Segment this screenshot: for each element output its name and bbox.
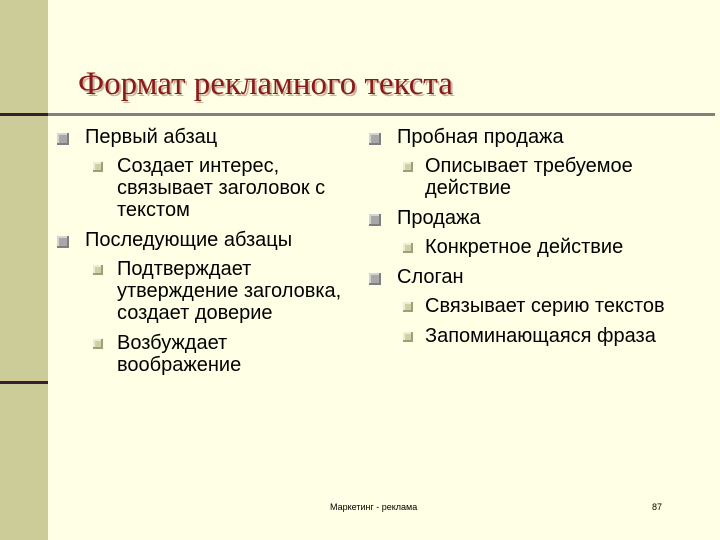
bullet-label: Продажа bbox=[397, 207, 481, 229]
left-accent-band bbox=[0, 0, 48, 540]
sub-bullet-label: Подтверждает утверждение заголовка, создает доверие bbox=[117, 258, 342, 324]
bullet-trial-sale bbox=[367, 126, 717, 149]
bullet-first-paragraph bbox=[55, 126, 355, 149]
bullet-label: Первый абзац bbox=[85, 126, 218, 148]
bullet-sale bbox=[367, 207, 717, 230]
footer-text: Маркетинг - реклама bbox=[330, 502, 418, 512]
sub-bullet bbox=[367, 295, 717, 317]
sub-bullet-label: Конкретное действие bbox=[425, 236, 624, 258]
slide-title: Формат рекламного текста bbox=[78, 66, 453, 102]
bullet-label: Пробная продажа bbox=[397, 126, 564, 148]
title-rule bbox=[48, 113, 715, 116]
sub-bullet-label: Связывает серию текстов bbox=[425, 295, 665, 317]
right-column bbox=[367, 126, 717, 355]
sub-bullet-label: Возбуждает воображение bbox=[117, 332, 242, 376]
small-square-bullet-icon bbox=[403, 162, 413, 172]
sub-bullet bbox=[55, 258, 355, 324]
sub-bullet bbox=[367, 155, 717, 199]
left-column bbox=[55, 126, 355, 384]
bullet-label: Слоган bbox=[397, 266, 464, 288]
band-divider-top bbox=[0, 113, 48, 116]
small-square-bullet-icon bbox=[403, 332, 413, 342]
sub-bullet bbox=[55, 155, 355, 221]
square-bullet-icon bbox=[57, 236, 69, 248]
small-square-bullet-icon bbox=[403, 243, 413, 253]
square-bullet-icon bbox=[369, 273, 381, 285]
sub-bullet bbox=[55, 332, 355, 376]
small-square-bullet-icon bbox=[403, 302, 413, 312]
sub-bullet-label: Запоминающаяся фраза bbox=[425, 325, 656, 347]
small-square-bullet-icon bbox=[93, 265, 103, 275]
bullet-following-paragraphs bbox=[55, 229, 355, 252]
sub-bullet-label: Создает интерес, связывает заголовок с текстом bbox=[117, 155, 326, 221]
small-square-bullet-icon bbox=[93, 339, 103, 349]
square-bullet-icon bbox=[57, 133, 69, 145]
band-divider-bottom bbox=[0, 381, 48, 384]
square-bullet-icon bbox=[369, 214, 381, 226]
sub-bullet bbox=[367, 236, 717, 258]
small-square-bullet-icon bbox=[93, 162, 103, 172]
bullet-slogan bbox=[367, 266, 717, 289]
sub-bullet-label: Описывает требуемое действие bbox=[425, 155, 633, 199]
sub-bullet bbox=[367, 325, 717, 347]
page-number: 87 bbox=[652, 502, 663, 512]
bullet-label: Последующие абзацы bbox=[85, 229, 293, 251]
square-bullet-icon bbox=[369, 133, 381, 145]
